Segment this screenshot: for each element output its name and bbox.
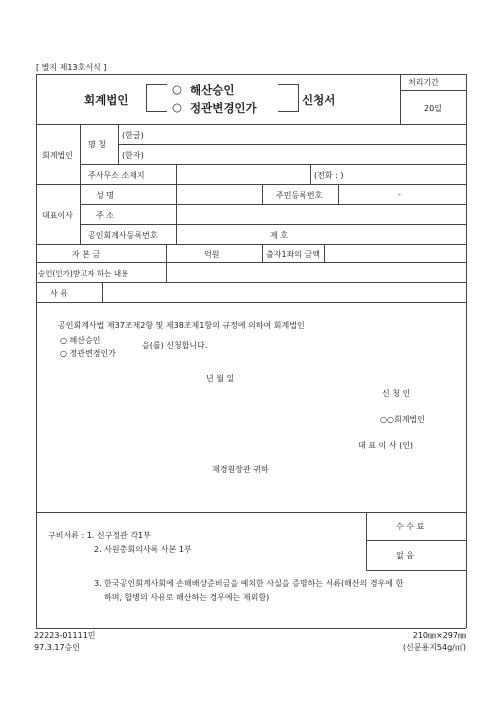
capital-unit: 억원	[204, 250, 220, 259]
footer-approval-date: 97.3.17승인	[34, 643, 80, 652]
col-line	[176, 164, 177, 244]
docs-item-2: 2. 사원총회의사록 사본 1부	[94, 545, 192, 554]
title-bracket-right	[278, 84, 299, 112]
applicant-label: 신 청 인	[382, 389, 411, 398]
row-line	[36, 124, 466, 125]
frame-right	[466, 74, 467, 628]
row-line	[36, 282, 466, 283]
ceo-signature: 대 표 이 사 (인)	[358, 441, 414, 450]
corp-name-hanja[interactable]: (한자)	[122, 151, 144, 160]
firm-name: ○○회계법인	[380, 415, 425, 424]
col-line	[262, 184, 263, 204]
row-line	[36, 244, 466, 245]
col-line	[324, 244, 325, 262]
rep-resident-dash[interactable]: -	[398, 190, 401, 199]
row-line	[118, 144, 466, 145]
statement-option-dissolution: ○ 해산승인	[60, 336, 101, 345]
fee-bottom	[366, 570, 466, 571]
frame-bottom	[36, 628, 466, 629]
statement-option-articles: ○ 정관변경인가	[60, 349, 116, 358]
docs-item-3-line1: 3. 한국공인회계사회에 손해배상준비금을 예치한 사실을 증명하는 서류(해산의 경우에 한	[94, 579, 404, 588]
form-number-label: [ 별지 제13호서식 ]	[36, 63, 107, 72]
footer-code: 22223-01111민	[34, 631, 96, 640]
title-prefix: 회계법인	[84, 93, 129, 107]
row-line	[80, 224, 466, 225]
radio-jeonggwan-icon: ○	[172, 100, 183, 114]
col-line	[262, 244, 263, 262]
rep-name-label: 성 명	[96, 191, 114, 200]
title-option-dissolution: 해산승인	[190, 83, 235, 97]
title-bracket-left	[146, 84, 167, 112]
corp-phone[interactable]: (전화 : )	[314, 171, 344, 180]
statement-text: 공인회계사법 제37조제2항 및 제38조제1항의 규정에 의하여 회계법인	[58, 321, 305, 330]
fee-value: 없 음	[396, 551, 414, 560]
fee-divider	[366, 540, 466, 541]
reason-label: 사 유	[50, 289, 68, 298]
corp-address-label: 주사무소 소재지	[88, 171, 145, 180]
col-line	[166, 244, 167, 262]
rep-address-label: 주 소	[96, 211, 114, 220]
col-line	[118, 124, 119, 164]
processing-period-label: 처리기간	[408, 78, 439, 87]
row-line	[36, 512, 466, 513]
addressee: 재경원장관 귀하	[212, 465, 269, 474]
rep-resident-label: 주민등록번호	[276, 191, 323, 200]
frame-left	[36, 74, 37, 628]
processing-divider	[400, 74, 401, 124]
approval-content-label: 승인(인가)받고자 하는 내용	[38, 269, 129, 278]
row-line	[80, 204, 466, 205]
col-line	[366, 512, 367, 570]
row-line	[36, 262, 466, 263]
col-line	[338, 184, 339, 204]
col-line	[166, 262, 167, 282]
title-suffix: 신청서	[302, 93, 336, 107]
col-line	[80, 124, 81, 244]
row-line	[36, 302, 466, 303]
corp-section-label: 회계법인	[42, 151, 73, 160]
title-option-articles: 정관변경인가	[190, 101, 257, 115]
docs-item-3-line2: 하며, 합병의 사유로 해산하는 경우에는 제외함)	[104, 593, 270, 602]
footer-size: 210㎜×297㎜	[412, 631, 466, 640]
row-line	[80, 164, 466, 165]
date-line[interactable]: 년 월 일	[206, 374, 235, 383]
rep-cpa-value[interactable]: 제 호	[270, 231, 288, 240]
rep-cpa-label: 공인회계사등록번호	[88, 231, 158, 240]
col-line	[102, 282, 103, 302]
rep-section-label: 대표이사	[42, 211, 73, 220]
fee-label: 수 수 료	[396, 522, 425, 531]
footer-paper: (신문용지54g/㎡)	[402, 643, 466, 652]
frame-top	[36, 74, 466, 75]
corp-name-label: 명 칭	[88, 140, 106, 149]
processing-header-line	[400, 90, 466, 91]
corp-name-hangul[interactable]: (한글)	[122, 131, 144, 140]
statement-apply: 을(를) 신청합니다.	[142, 341, 208, 350]
processing-period-value: 20일	[424, 104, 442, 113]
docs-item-1: 구비서류 : 1. 신구정관 각1부	[48, 531, 151, 540]
row-line	[36, 184, 466, 185]
capital-label: 자 본 금	[72, 250, 101, 259]
contribution-label: 출자1좌의 금액	[266, 250, 321, 259]
radio-haesan-icon: ○	[172, 82, 183, 96]
col-line	[310, 164, 311, 184]
